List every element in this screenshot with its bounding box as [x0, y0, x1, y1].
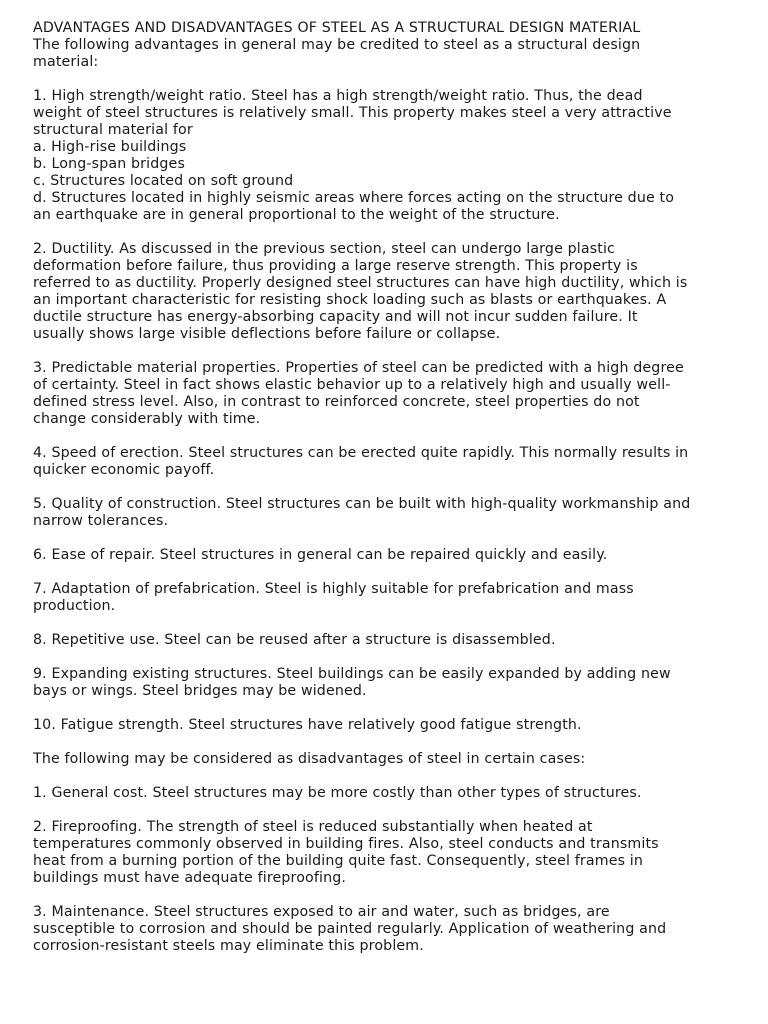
advantage-paragraph-line: bays or wings. Steel bridges may be widened. — [33, 683, 367, 699]
document-body — [33, 20, 745, 955]
paragraph-gap — [33, 71, 745, 88]
advantage-paragraph-line: 10. Fatigue strength. Steel structures have relatively good fatigue strength. — [33, 717, 582, 733]
advantage-paragraph — [33, 547, 745, 564]
paragraph-gap — [33, 768, 745, 785]
paragraph-gap — [33, 564, 745, 581]
advantage-paragraph-line: narrow tolerances. — [33, 513, 169, 529]
advantage-paragraph — [33, 360, 745, 428]
advantage-paragraph-line: b. Long-span bridges — [33, 156, 185, 172]
advantage-paragraph-line: 9. Expanding existing structures. Steel buildings can be easily expanded by adding new — [33, 666, 671, 682]
disadvantage-paragraph-line: heat from a burning portion of the building quite fast. Consequently, steel frames in — [33, 853, 644, 869]
advantage-paragraph-line: structural material for — [33, 122, 193, 138]
advantage-paragraph — [33, 241, 745, 343]
advantage-paragraph-line: a. High-rise buildings — [33, 139, 187, 155]
intro-line: The following advantages in general may be credited to steel as a structural design — [33, 37, 641, 53]
disadvantage-paragraph-line: 2. Fireproofing. The strength of steel is reduced substantially when heated at — [33, 819, 593, 835]
advantage-paragraph-line: an important characteristic for resisting shock loading such as blasts or earthquakes. A — [33, 292, 667, 308]
disadvantage-paragraph-line: 3. Maintenance. Steel structures exposed to air and water, such as bridges, are — [33, 904, 610, 920]
paragraph-gap — [33, 224, 745, 241]
advantage-paragraph-line: referred to as ductility. Properly designed steel structures can have high ductility, which is — [33, 275, 688, 291]
advantage-paragraph — [33, 717, 745, 734]
advantage-paragraph — [33, 88, 745, 224]
advantage-paragraph-line: c. Structures located on soft ground — [33, 173, 294, 189]
advantage-paragraph-line: an earthquake are in general proportional to the weight of the structure. — [33, 207, 560, 223]
intro-line: material: — [33, 54, 99, 70]
advantage-paragraph-line: production. — [33, 598, 116, 614]
advantage-paragraph-line: of certainty. Steel in fact shows elastic behavior up to a relatively high and usually well- — [33, 377, 671, 393]
paragraph-gap — [33, 530, 745, 547]
advantage-paragraph-line: 2. Ductility. As discussed in the previous section, steel can undergo large plastic — [33, 241, 615, 257]
advantage-paragraph-line: defined stress level. Also, in contrast to reinforced concrete, steel properties do not — [33, 394, 640, 410]
paragraph-gap — [33, 802, 745, 819]
disadvantages-intro: The following may be considered as disadvantages of steel in certain cases: — [33, 751, 586, 767]
advantage-paragraph — [33, 445, 745, 479]
disadvantage-paragraph-line: 1. General cost. Steel structures may be more costly than other types of structures. — [33, 785, 642, 801]
advantage-paragraph-line: ductile structure has energy-absorbing capacity and will not incur sudden failure. It — [33, 309, 638, 325]
advantage-paragraph — [33, 632, 745, 649]
disadvantages-list — [33, 768, 745, 955]
disadvantage-paragraph-line: temperatures commonly observed in building fires. Also, steel conducts and transmits — [33, 836, 659, 852]
disadvantage-paragraph — [33, 904, 745, 955]
advantage-paragraph-line: 8. Repetitive use. Steel can be reused after a structure is disassembled. — [33, 632, 556, 648]
paragraph-gap — [33, 343, 745, 360]
paragraph-gap — [33, 428, 745, 445]
advantage-paragraph-line: 5. Quality of construction. Steel structures can be built with high-quality workmanship and — [33, 496, 691, 512]
advantage-paragraph-line: usually shows large visible deflections before failure or collapse. — [33, 326, 501, 342]
advantage-paragraph-line: 4. Speed of erection. Steel structures can be erected quite rapidly. This normally results in — [33, 445, 689, 461]
paragraph-gap — [33, 615, 745, 632]
advantage-paragraph-line: weight of steel structures is relatively small. This property makes steel a very attractive — [33, 105, 672, 121]
disadvantage-paragraph-line: corrosion-resistant steels may eliminate this problem. — [33, 938, 424, 954]
disadvantage-paragraph — [33, 819, 745, 887]
advantage-paragraph-line: 3. Predictable material properties. Properties of steel can be predicted with a high degree — [33, 360, 684, 376]
disadvantage-paragraph — [33, 785, 745, 802]
advantage-paragraph — [33, 666, 745, 700]
advantages-list — [33, 71, 745, 734]
advantage-paragraph-line: quicker economic payoff. — [33, 462, 215, 478]
advantage-paragraph-line: d. Structures located in highly seismic areas where forces acting on the structure due to — [33, 190, 675, 206]
advantage-paragraph-line: 7. Adaptation of prefabrication. Steel is highly suitable for prefabrication and mass — [33, 581, 634, 597]
advantage-paragraph — [33, 496, 745, 530]
advantage-paragraph-line: 6. Ease of repair. Steel structures in general can be repaired quickly and easily. — [33, 547, 608, 563]
paragraph-gap — [33, 887, 745, 904]
paragraph-gap — [33, 649, 745, 666]
advantage-paragraph-line: 1. High strength/weight ratio. Steel has a high strength/weight ratio. Thus, the dead — [33, 88, 643, 104]
advantage-paragraph-line: deformation before failure, thus providing a large reserve strength. This property is — [33, 258, 638, 274]
paragraph-gap — [33, 700, 745, 717]
document-title: ADVANTAGES AND DISADVANTAGES OF STEEL AS A STRUCTURAL DESIGN MATERIAL — [33, 20, 641, 36]
advantage-paragraph — [33, 581, 745, 615]
disadvantage-paragraph-line: buildings must have adequate fireproofing. — [33, 870, 347, 886]
paragraph-gap — [33, 734, 745, 751]
advantage-paragraph-line: change considerably with time. — [33, 411, 261, 427]
paragraph-gap — [33, 479, 745, 496]
disadvantage-paragraph-line: susceptible to corrosion and should be painted regularly. Application of weathering and — [33, 921, 667, 937]
